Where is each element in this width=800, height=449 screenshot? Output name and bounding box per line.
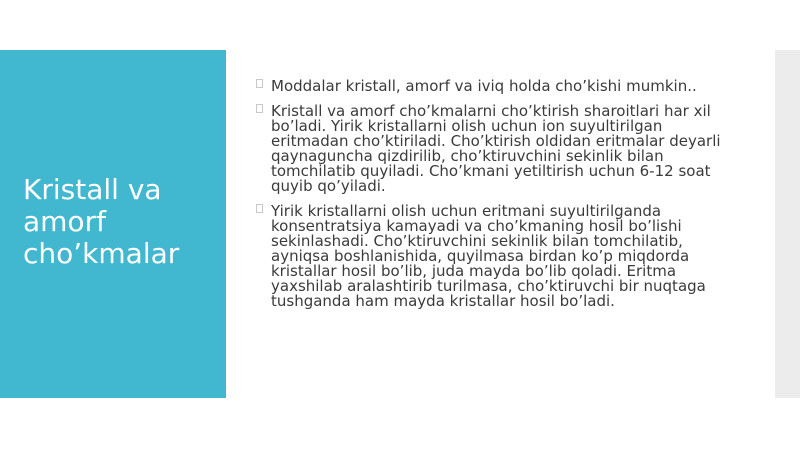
bullet-item — [256, 104, 728, 194]
bullet-text: Moddalar kristall, amorf va iviq holda cho’kishi mumkin.. — [271, 77, 697, 95]
title-panel — [0, 50, 226, 398]
bullet-text: Yirik kristallarni olish uchun eritmani suyultirilganda konsentratsiya kamayadi va cho’kmaning hosil bo’lishi sekinlashadi. Cho’ktiruvchini sekinlik bilan tomchilatib, ayniqsa boshlanishida, quyilmasa birdan ko’p miqdorda kristallar hosil bo’lib, juda mayda bo’lib qoladi. Eritma yaxshilab aralashtirib turilmasa, cho’ktiruvchi bir nuqtaga tushganda ham mayda kristallar hosil bo’ladi. — [271, 202, 706, 310]
slide-content — [256, 79, 728, 319]
slide — [0, 50, 800, 398]
bullet-item — [256, 204, 728, 309]
square-bullet-icon — [256, 104, 263, 113]
slide-title: Kristall va amorf cho’kmalar — [23, 173, 180, 270]
right-edge-strip — [775, 50, 800, 398]
bullet-text: Kristall va amorf cho’kmalarni cho’ktirish sharoitlari har xil bo’ladi. Yirik kristallarni olish uchun ion suyultirilgan eritmadan cho’ktiriladi. Cho’ktirish oldidan eritmalar deyarli qaynaguncha qizdirilib, cho’ktiruvchini sekinlik bilan tomchilatib quyiladi. Cho’kmani yetiltirish uchun 6-12 soat quyib qo’yiladi. — [271, 102, 721, 195]
square-bullet-icon — [256, 204, 263, 213]
bullet-list — [256, 79, 728, 309]
bullet-item — [256, 79, 728, 94]
square-bullet-icon — [256, 79, 263, 88]
